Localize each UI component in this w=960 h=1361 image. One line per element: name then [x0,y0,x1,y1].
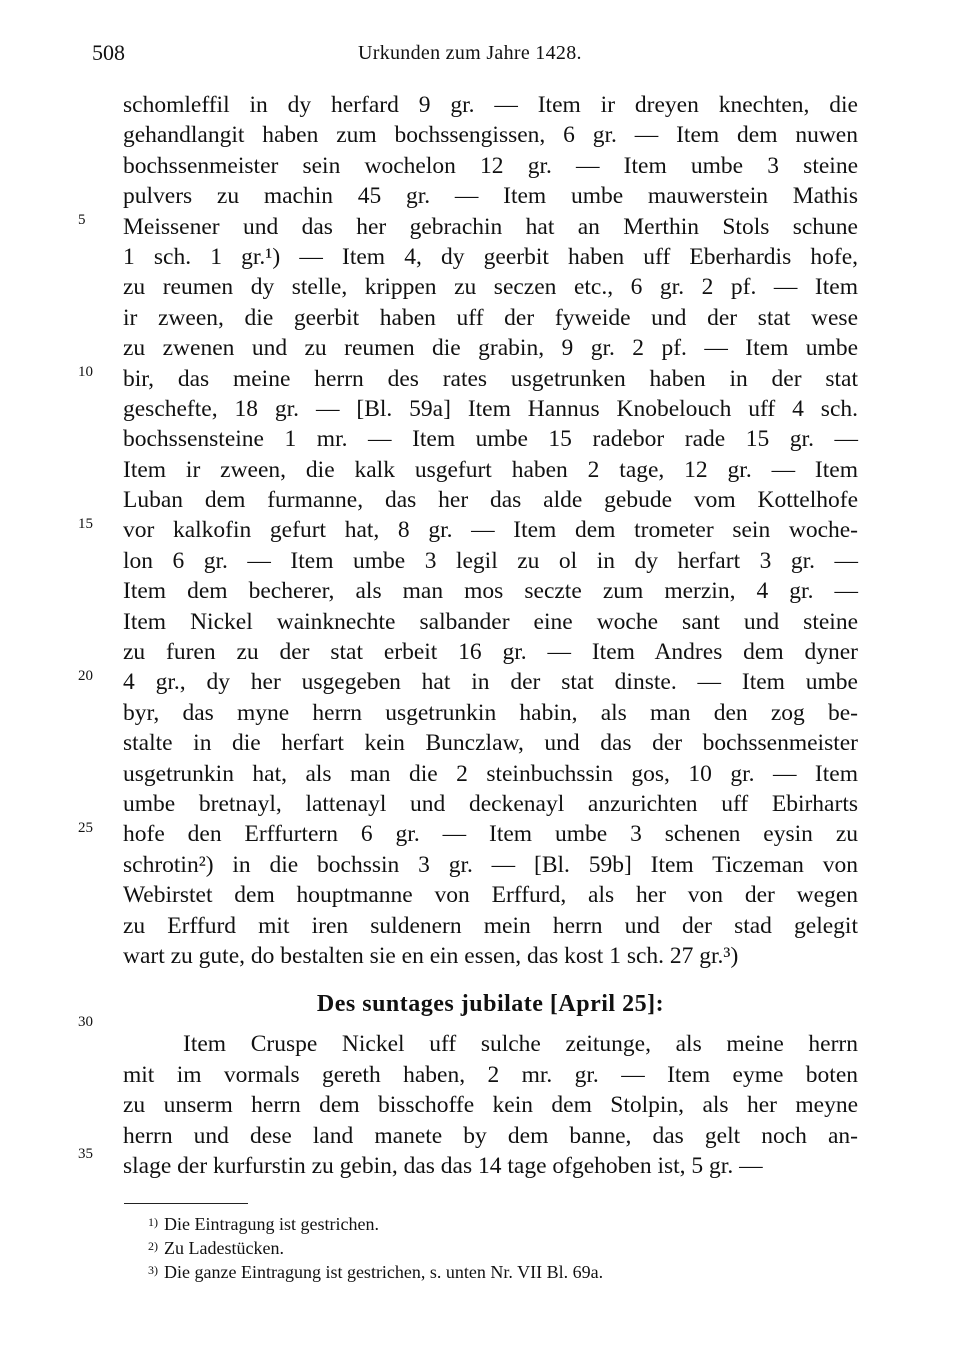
footnote-mark: 1) [148,1215,158,1229]
section-heading: Des suntages jubilate [April 25]: [316,991,665,1018]
text-line: zu Erffurd mit iren suldenern mein herrn und der stad gelegit [123,912,858,939]
text-line: Item Cruspe Nickel uff sulche zeitunge, als meine herrn [183,1031,858,1058]
text-line: usgetrunkin hat, als man die 2 steinbuchssin gos, 10 gr. — Item [123,760,858,787]
text-line: vor kalkofin gefurt hat, 8 gr. — Item dem trometer sein woche- [123,517,858,544]
body-text [123,90,858,1181]
line-number: 25 [78,820,93,836]
line-number: 30 [78,1014,93,1030]
line-number: 10 [78,364,93,380]
text-line: slage der kurfurstin zu gebin, das das 14 tage ofgehoben ist, 5 gr. — [123,1152,763,1179]
text-line: bir, das meine herrn des rates usgetrunken haben in der stat [123,365,858,392]
text-line: wart zu gute, do bestalten sie en ein essen, das kost 1 sch. 27 gr.³) [123,942,739,969]
footnote-text: Die Eintragung ist gestrichen. [164,1214,379,1234]
text-line: herrn und dese land manete by dem banne, das gelt noch an- [123,1122,858,1149]
text-line: Meissener und das her gebrachin hat an Merthin Stols schune [123,213,858,240]
text-line: pulvers zu machin 45 gr. — Item umbe mauwerstein Mathis [123,183,858,210]
running-header: Urkunden zum Jahre 1428. [358,42,582,64]
text-line: lon 6 gr. — Item umbe 3 legil zu ol in dy herfart 3 gr. — [123,547,858,574]
footnote-mark: 2) [148,1239,158,1253]
text-line: umbe bretnayl, lattenayl und deckenayl anzurichten uff Ebirharts [123,790,858,817]
text-line: bochssensteine 1 mr. — Item umbe 15 radebor rade 15 gr. — [123,426,858,453]
footnote [148,1236,603,1260]
text-line: Item ir zween, die kalk usgefurt haben 2 tage, 12 gr. — Item [123,456,858,483]
text-line: stalte in die herfart kein Bunczlaw, und das der bochssenmeister [123,730,858,757]
text-line: 1 sch. 1 gr.¹) — Item 4, dy geerbit haben uff Eberhardis hofe, [123,243,858,270]
text-line: mit im vormals gereth haben, 2 mr. gr. — Item eyme boten [123,1061,858,1088]
text-line: schrotin²) in die bochssin 3 gr. — [Bl. 59b] Item Ticzeman von [123,851,858,878]
footnote-text: Zu Ladestücken. [164,1238,284,1258]
text-line: zu reumen dy stelle, krippen zu seczen etc., 6 gr. 2 pf. — Item [123,274,858,301]
text-line: zu zwenen und zu reumen die grabin, 9 gr. 2 pf. — Item umbe [123,335,858,362]
text-line: Item Nickel wainknechte salbander eine woche sant und steine [123,608,858,635]
line-number: 20 [78,668,93,684]
text-line: byr, das myne herrn usgetrunkin habin, als man den zog be- [123,699,858,726]
text-line: Luban dem furmanne, das her das alde gebude vom Kottelhofe [123,487,858,514]
line-number: 15 [78,516,93,532]
footnote-text: Die ganze Eintragung ist gestrichen, s. unten Nr. VII Bl. 69a. [164,1262,604,1282]
footnote [148,1260,603,1284]
text-line: gehandlangit haben zum bochssengissen, 6 gr. — Item dem nuwen [123,122,858,149]
footnote [148,1212,603,1236]
text-line: hofe den Erffurtern 6 gr. — Item umbe 3 schenen eysin zu [123,821,858,848]
line-number: 5 [78,212,86,228]
text-line: geschefte, 18 gr. — [Bl. 59a] Item Hannus Knobelouch uff 4 sch. [123,395,858,422]
page-number: 508 [92,40,125,65]
text-line: bochssenmeister sein wochelon 12 gr. — Item umbe 3 steine [123,152,858,179]
line-number: 35 [78,1146,93,1162]
footnotes [148,1212,603,1284]
text-line: Item dem becherer, als man mos seczte zum merzin, 4 gr. — [123,578,858,605]
text-line: Webirstet dem houptmanne von Erffurd, als her von der wegen [123,882,858,909]
text-line: 4 gr., dy her usgegeben hat in der stat dinste. — Item umbe [123,669,858,696]
text-line: schomleffil in dy herfard 9 gr. — Item ir dreyen knechten, die [123,92,858,118]
text-line: zu furen zu der stat erbeit 16 gr. — Item Andres dem dyner [123,639,858,666]
text-line: zu unserm herrn dem bisschoffe kein dem Stolpin, als her meyne [123,1092,858,1119]
text-line: ir zween, die geerbit haben uff der fyweide und der stat wese [123,304,858,331]
footnote-divider [124,1203,248,1204]
footnote-mark: 3) [148,1263,158,1277]
